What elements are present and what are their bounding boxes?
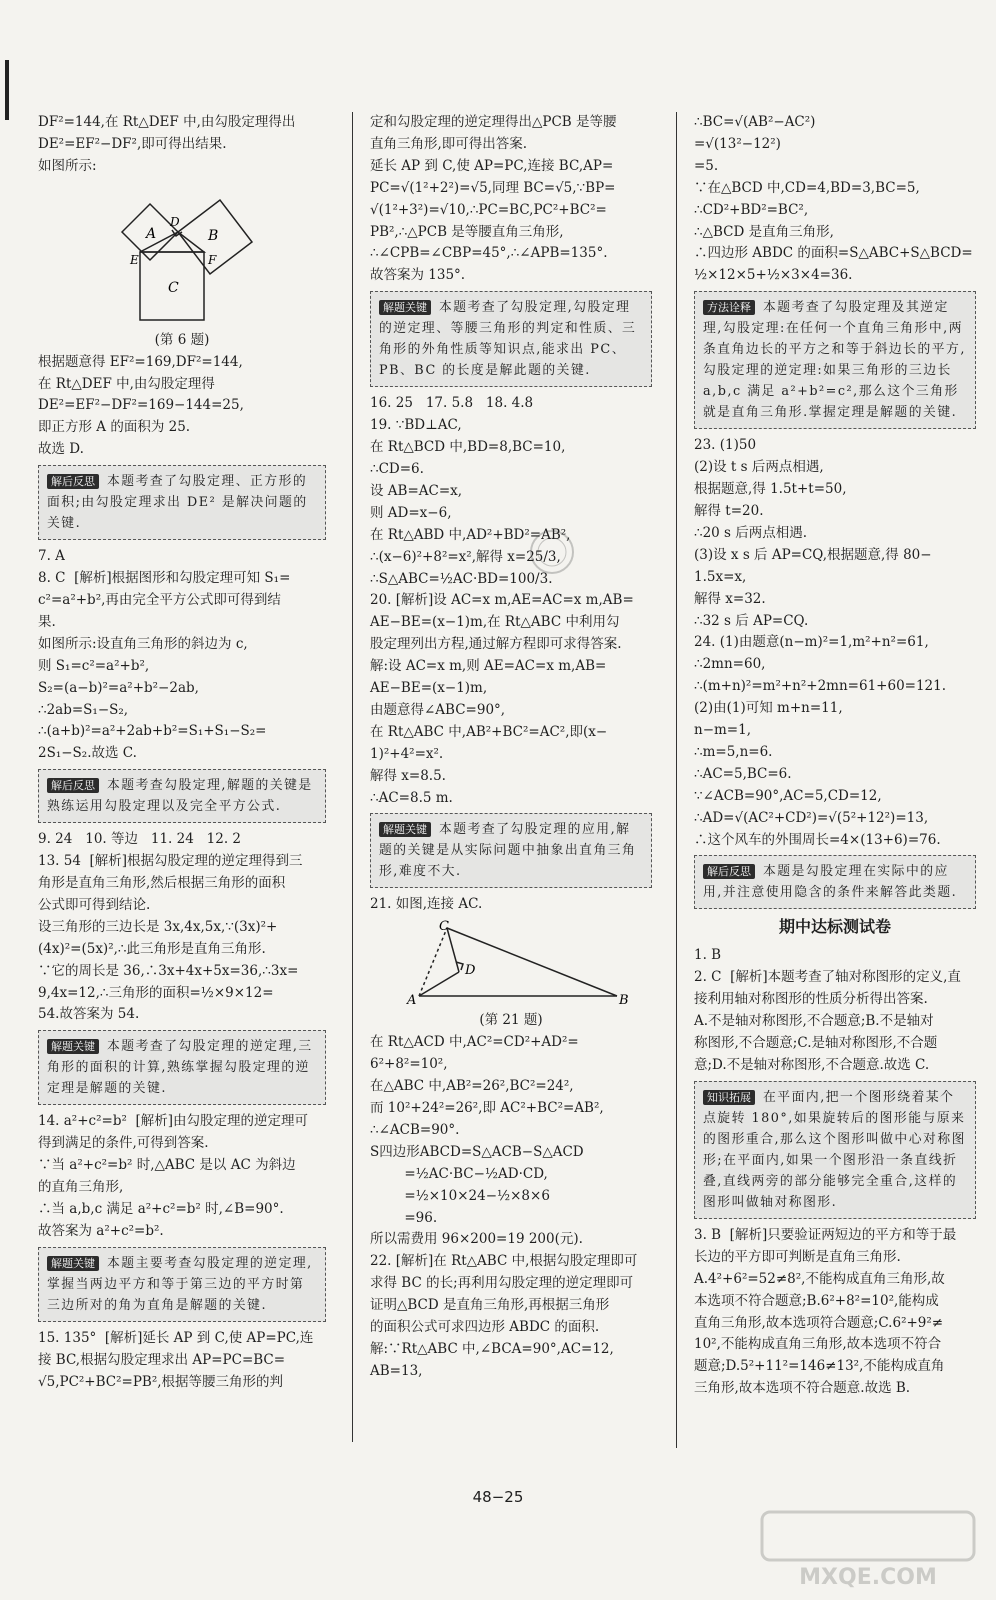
page-number: 48−25 — [472, 1488, 524, 1506]
tip-text: 本题考查了勾股定理的应用,解题的关键是从实际问题中抽象出直角三角形,难度不大. — [379, 822, 637, 880]
tip-box — [694, 1081, 976, 1219]
text-block: 6²+8²=10², — [370, 1056, 448, 1073]
text-block: 24. (1)由题意(n−m)²=1,m²+n²=61, — [694, 634, 929, 651]
text-block: 由题意得∠ABC=90°, — [370, 701, 506, 718]
text-block: √5,PC²+BC²=PB²,根据等腰三角形的判 — [38, 1373, 284, 1390]
text-block: 设 AB=AC=x, — [370, 482, 463, 499]
text-block: 股定理列出方程,通过解方程即可求得答案. — [370, 636, 622, 653]
tip-box — [38, 1247, 326, 1322]
text-block: DE²=EF²−DF²=169−144=25, — [38, 397, 244, 414]
text-block: 解:设 AC=x m,则 AE=AC=x m,AB= — [370, 658, 607, 675]
text-block: 长边的平方即可判断是直角三角形. — [694, 1248, 901, 1265]
fig21-label-d: D — [465, 963, 476, 979]
text-block: ∴2mn=60, — [694, 656, 766, 673]
text-block: 在△ABC 中,AB²=26²,BC²=24², — [370, 1078, 574, 1095]
text-block: AE−BE=(x−1)m, — [370, 680, 488, 697]
text-block: ∴32 s 后 AP=CQ. — [694, 612, 809, 629]
text-block: ∴(m+n)²=m²+n²+2mn=61+60=121. — [694, 678, 947, 695]
tip-tag: 解题关键 — [47, 1256, 99, 1271]
text-block: 根据题意,得 1.5t+t=50, — [694, 481, 847, 498]
text-block: 延长 AP 到 C,使 AP=PC,连接 BC,AP= — [370, 157, 614, 174]
tip-tag: 知识拓展 — [703, 1090, 755, 1105]
text-block: 果. — [38, 613, 56, 630]
tip-tag: 解后反思 — [703, 864, 755, 879]
fig6-label-e: E — [130, 252, 139, 267]
section-heading: 期中达标测试卷 — [778, 917, 891, 937]
text-block: ∴AD=√(AC²+CD²)=√(5²+12²)=13, — [694, 809, 929, 826]
tip-text: 本题考查了勾股定理及其逆定理,勾股定理:在任何一个直角三角形中,两条直角边长的平方之和等于斜边长的平方,勾股定理的逆定理:如果三角形的三边长 a,b,c 满足 a²+b²=c²,那么这个三角形就是直角三角形.掌握定理是解题的关键. — [703, 300, 966, 421]
text-block: PC=√(1²+2²)=√5,同理 BC=√5,∵BP= — [370, 179, 616, 196]
text-block: (4x)²=(5x)²,∴此三角形是直角三角形. — [38, 940, 266, 957]
text-block: 意;D.不是轴对称图形,不合题意.故选 C. — [694, 1057, 930, 1073]
text-block: (3)设 x s 后 AP=CQ,根据题意,得 80− — [694, 546, 932, 563]
text-block: 接 BC,根据勾股定理求出 AP=PC=BC= — [38, 1351, 286, 1368]
text-block: 20. [解析]设 AC=x m,AE=AC=x m,AB= — [370, 592, 634, 609]
text-block: ∴这个风车的外围周长=4×(13+6)=76. — [694, 831, 941, 848]
text-block: 得到满足的条件,可得到答案. — [38, 1135, 209, 1152]
text-block: 三角形,故本选项不符合题意.故选 B. — [694, 1380, 911, 1397]
text-block: ∴20 s 后两点相遇. — [694, 524, 808, 541]
text-block: =5. — [694, 157, 719, 174]
fig6-label-f: F — [208, 252, 217, 267]
tip-tag: 解题关键 — [47, 1039, 99, 1054]
text-block: 则 S₁=c²=a²+b², — [38, 657, 150, 674]
text-block: ∴m=5,n=6. — [694, 743, 773, 760]
text-block: 直角三角形,即可得出答案. — [370, 135, 528, 152]
fig21-label-b: B — [619, 993, 629, 1009]
text-block: S四边形ABCD=S△ACB−S△ACD — [370, 1143, 584, 1160]
text-block: 设三角形的三边长是 3x,4x,5x,∵(3x)²+ — [38, 918, 278, 935]
text-block: 本选项不符合题意;B.6²+8²=10²,能构成 — [694, 1292, 939, 1309]
stamp-icon — [528, 528, 576, 576]
text-block: 22. [解析]在 Rt△ABC 中,根据勾股定理即可 — [370, 1253, 638, 1270]
fig6-label-d: D — [170, 214, 180, 229]
column-3 — [694, 112, 976, 1400]
text-block: PB²,∴△PCB 是等腰直角三角形, — [370, 223, 564, 240]
text-block: 9,4x=12,∴三角形的面积=½×9×12= — [38, 984, 274, 1001]
text-block: 解得 x=8.5. — [370, 767, 446, 784]
text-block: 在 Rt△DEF 中,由勾股定理得 — [38, 375, 215, 392]
text-block: ∵在△BCD 中,CD=4,BD=3,BC=5, — [694, 179, 920, 196]
text-block: ∴四边形 ABDC 的面积=S△ABC+S△BCD= — [694, 245, 973, 262]
text-block: 在 Rt△ABD 中,AD²+BD²=AB², — [370, 526, 571, 543]
tip-text: 本题考查了勾股定理的逆定理,三角形的面积的计算,熟练掌握勾股定理的逆定理是解题的关键. — [47, 1039, 313, 1097]
text-block: 15. 135° [解析]延长 AP 到 C,使 AP=PC,连 — [38, 1329, 314, 1346]
text-block: 证明△BCD 是直角三角形,再根据三角形 — [370, 1297, 610, 1314]
text-block: S₂=(a−b)²=a²+b²−2ab, — [38, 679, 199, 696]
text-block: 称图形,不合题意;C.是轴对称图形,不合题 — [694, 1035, 938, 1052]
text-block: 21. 如图,连接 AC. — [370, 896, 483, 913]
text-block: 角形是直角三角形,然后根据三角形的面积 — [38, 875, 286, 892]
tip-tag: 解题关键 — [379, 300, 431, 315]
figure-caption: (第 6 题) — [154, 331, 210, 348]
text-block: 如图所示: — [38, 157, 97, 174]
tip-tag: 解题关键 — [379, 822, 431, 837]
column-divider — [676, 112, 677, 1448]
text-block: 故选 D. — [38, 441, 84, 458]
tip-text: 本题是勾股定理在实际中的应用,并注意使用隐含的条件来解答此类题. — [703, 864, 958, 901]
text-block: n−m=1, — [694, 722, 751, 739]
tip-box — [370, 291, 652, 387]
text-block: ∴CD²+BD²=BC², — [694, 201, 809, 218]
figure-caption: (第 21 题) — [479, 1012, 543, 1029]
text-block: ∵当 a²+c²=b² 时,△ABC 是以 AC 为斜边 — [38, 1157, 296, 1174]
tip-text: 在平面内,把一个图形绕着某个点旋转 180°,如果旋转后的图形能与原来的图形重合,那么这个图形叫做中心对称图形;在平面内,如果一个图形沿一条直线折叠,直线两旁的部分能够完全重合,这样的图形叫做轴对称图形. — [703, 1089, 966, 1210]
tip-tag: 解后反思 — [47, 778, 99, 793]
column-1 — [38, 112, 326, 1394]
text-block: ∴∠CPB=∠CBP=45°,∴∠APB=135°. — [370, 245, 608, 262]
watermark-text: MXQE.COM — [799, 1565, 937, 1590]
text-block: 1. B — [694, 947, 722, 964]
figure-21-quadrilateral — [391, 918, 631, 1010]
fig6-label-b: B — [208, 227, 219, 244]
text-block: A.不是轴对称图形,不合题意;B.不是轴对 — [694, 1013, 934, 1030]
watermark-logo — [758, 1508, 978, 1590]
text-block: 16. 25 17. 5.8 18. 4.8 — [370, 395, 534, 412]
text-block: 定和勾股定理的逆定理得出△PCB 是等腰 — [370, 114, 617, 130]
text-block: 1)²+4²=x². — [370, 745, 444, 762]
text-block: DF²=144,在 Rt△DEF 中,由勾股定理得出 — [38, 114, 296, 130]
text-block: ∴CD=6. — [370, 460, 424, 477]
text-block: 9. 24 10. 等边 11. 24 12. 2 — [38, 831, 242, 848]
text-block: 故答案为 a²+c²=b². — [38, 1222, 164, 1239]
fig6-label-a: A — [146, 225, 157, 242]
text-block: ∴∠ACB=90°. — [370, 1121, 460, 1138]
text-block: ∵它的周长是 36,∴3x+4x+5x=36,∴3x= — [38, 962, 299, 979]
text-block: 即正方形 A 的面积为 25. — [38, 419, 191, 436]
text-block: 2. C [解析]本题考查了轴对称图形的定义,直 — [694, 969, 961, 986]
text-block: 1.5x=x, — [694, 568, 747, 585]
text-block: ∴2ab=S₁−S₂, — [38, 701, 129, 718]
fig6-label-c: C — [168, 279, 179, 296]
text-block: 13. 54 [解析]根据勾股定理的逆定理得到三 — [38, 853, 303, 870]
text-block: 故答案为 135°. — [370, 267, 466, 284]
text-block: 如图所示:设直角三角形的斜边为 c, — [38, 635, 248, 652]
tip-box — [38, 465, 326, 540]
text-block: DE²=EF²−DF²,即可得出结果. — [38, 135, 227, 152]
tip-text: 本题考查勾股定理,解题的关键是熟练运用勾股定理以及完全平方公式. — [47, 778, 313, 815]
text-block: ∴当 a,b,c 满足 a²+c²=b² 时,∠B=90°. — [38, 1201, 284, 1217]
text-block: 解得 t=20. — [694, 502, 764, 519]
text-block: =96. — [370, 1209, 438, 1226]
tip-text: 本题考查了勾股定理,勾股定理的逆定理、等腰三角形的判定和性质、三角形的外角性质等知识点,能求出 PC、PB、BC 的长度是解此题的关键. — [379, 300, 637, 379]
tip-tag: 解后反思 — [47, 474, 99, 489]
tip-box — [694, 291, 976, 429]
tip-box — [370, 813, 652, 888]
text-block: ∴BC=√(AB²−AC²) — [694, 114, 816, 130]
text-block: 而 10²+24²=26²,即 AC²+BC²=AB², — [370, 1100, 604, 1116]
tip-box — [38, 769, 326, 823]
text-block: 23. (1)50 — [694, 437, 757, 454]
text-block: 8. C [解析]根据图形和勾股定理可知 S₁= — [38, 570, 291, 587]
text-block: ∴AC=5,BC=6. — [694, 765, 792, 782]
column-2 — [370, 112, 652, 1383]
text-block: (2)由(1)可知 m+n=11, — [694, 700, 843, 717]
figure-6-squares — [102, 180, 262, 330]
text-block: ∴(x−6)²+8²=x²,解得 x=25/3, — [370, 548, 561, 565]
text-block: 接利用轴对称图形的性质分析得出答案. — [694, 991, 928, 1008]
text-block: 10²,不能构成直角三角形,故本选项不符合 — [694, 1336, 942, 1353]
text-block: 在 Rt△ABC 中,AB²+BC²=AC²,即(x− — [370, 723, 608, 740]
text-block: 的直角三角形, — [38, 1179, 124, 1196]
text-block: (2)设 t s 后两点相遇, — [694, 459, 824, 476]
text-block: 3. B [解析]只要验证两短边的平方和等于最 — [694, 1226, 957, 1243]
fig21-label-a: A — [407, 993, 417, 1009]
text-block: ∵∠ACB=90°,AC=5,CD=12, — [694, 787, 882, 804]
text-block: =½AC·BC−½AD·CD, — [370, 1165, 548, 1182]
text-block: ∴S△ABC=½AC·BD=100/3. — [370, 570, 553, 587]
tip-tag: 方法诠释 — [703, 300, 755, 315]
text-block: 2S₁−S₂.故选 C. — [38, 745, 137, 762]
text-block: 则 AD=x−6, — [370, 504, 452, 521]
fig21-label-c: C — [439, 919, 449, 935]
text-block: 公式即可得到结论. — [38, 896, 151, 913]
text-block: 54.故答案为 54. — [38, 1006, 140, 1023]
tip-text: 本题考查了勾股定理、正方形的面积;由勾股定理求出 DE² 是解决问题的关键. — [47, 474, 308, 532]
text-block: 题意;D.5²+11²=146≠13²,不能构成直角 — [694, 1358, 945, 1375]
text-block: AE−BE=(x−1)m,在 Rt△ABC 中利用勾 — [370, 614, 620, 631]
page-edge-mark — [5, 60, 9, 120]
text-block: 14. a²+c²=b² [解析]由勾股定理的逆定理可 — [38, 1113, 308, 1130]
tip-box — [38, 1030, 326, 1105]
text-block: 根据题意得 EF²=169,DF²=144, — [38, 353, 243, 370]
tip-box — [694, 855, 976, 909]
text-block: 在 Rt△BCD 中,BD=8,BC=10, — [370, 439, 566, 456]
text-block: 求得 BC 的长;再利用勾股定理的逆定理即可 — [370, 1275, 634, 1292]
text-block: 所以需费用 96×200=19 200(元). — [370, 1231, 583, 1248]
column-divider — [352, 112, 353, 1442]
tip-text: 本题主要考查勾股定理的逆定理,掌握当两边平方和等于第三边的平方时第三边所对的角为直角是解题的关键. — [47, 1255, 313, 1313]
text-block: =½×10×24−½×8×6 — [370, 1187, 550, 1204]
text-block: 解得 x=32. — [694, 590, 766, 607]
text-block: 解:∵Rt△ABC 中,∠BCA=90°,AC=12, — [370, 1340, 614, 1357]
text-block: ½×12×5+½×3×4=36. — [694, 267, 853, 284]
text-block: 的面积公式可求四边形 ABDC 的面积. — [370, 1319, 600, 1336]
text-block: A.4²+6²=52≠8²,不能构成直角三角形,故 — [694, 1270, 945, 1287]
text-block: 19. ∵BD⊥AC, — [370, 417, 462, 434]
text-block: 直角三角形,故本选项符合题意;C.6²+9²≠ — [694, 1314, 944, 1331]
text-block: 在 Rt△ACD 中,AC²=CD²+AD²= — [370, 1034, 579, 1051]
text-block: 7. A — [38, 548, 65, 565]
text-block: c²=a²+b²,再由完全平方公式即可得到结 — [38, 591, 281, 608]
text-block: √(1²+3²)=√10,∴PC=BC,PC²+BC²= — [370, 201, 607, 218]
text-block: ∴△BCD 是直角三角形, — [694, 223, 834, 240]
text-block: =√(13²−12²) — [694, 135, 781, 152]
text-block: ∴AC=8.5 m. — [370, 789, 453, 806]
text-block: AB=13, — [370, 1362, 423, 1379]
text-block: ∴(a+b)²=a²+2ab+b²=S₁+S₁−S₂= — [38, 723, 267, 740]
